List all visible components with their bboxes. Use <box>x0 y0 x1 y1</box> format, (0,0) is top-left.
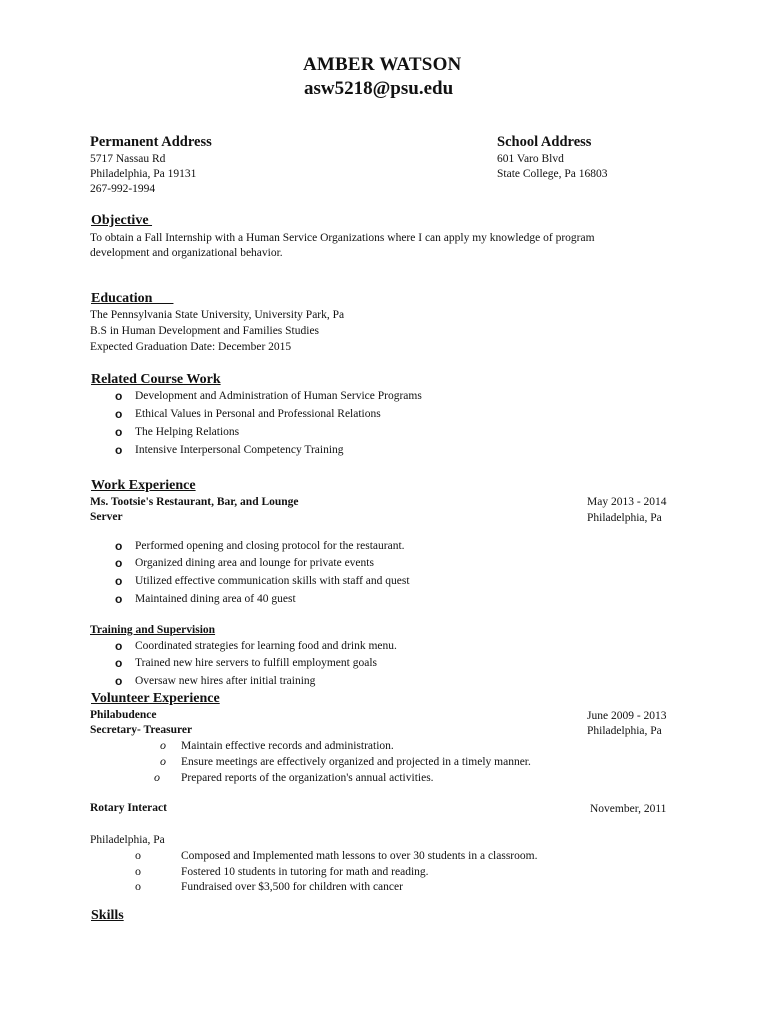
bullet-marker: o <box>115 443 123 457</box>
coursework-item: Development and Administration of Human Service Programs <box>135 390 422 402</box>
permanent-phone: 267-992-1994 <box>90 183 156 195</box>
volunteer-org-dates: June 2009 - 2013 <box>587 710 667 722</box>
applicant-name: AMBER WATSON <box>303 54 462 75</box>
work-employer: Ms. Tootsie's Restaurant, Bar, and Lounge <box>90 496 299 508</box>
volunteer-location: Philadelphia, Pa <box>587 725 662 737</box>
work-item: Utilized effective communication skills with staff and quest <box>135 575 410 587</box>
bullet-marker: o <box>115 556 123 570</box>
coursework-item: The Helping Relations <box>135 426 240 438</box>
school-address-line: State College, Pa 16803 <box>497 168 608 180</box>
volunteer-item: Fundraised over $3,500 for children with cancer <box>181 881 403 893</box>
bullet-marker: o <box>154 770 160 784</box>
education-heading: Education <box>91 291 174 306</box>
training-item: Trained new hire servers to fulfill employment goals <box>135 657 377 669</box>
education-line: Expected Graduation Date: December 2015 <box>90 341 292 353</box>
training-heading: Training and Supervision <box>90 624 216 636</box>
work-role: Server <box>90 511 123 523</box>
volunteer-item: Composed and Implemented math lessons to over 30 students in a classroom. <box>181 850 538 862</box>
bullet-marker: o <box>160 754 166 768</box>
bullet-marker: o <box>115 407 123 421</box>
volunteer-heading: Volunteer Experience <box>91 691 220 706</box>
volunteer-org-name: Rotary Interact <box>90 802 167 814</box>
bullet-marker: o <box>115 389 123 403</box>
work-item: Performed opening and closing protocol for the restaurant. <box>135 540 405 552</box>
bullet-marker: o <box>115 425 123 439</box>
coursework-heading: Related Course Work <box>91 372 221 387</box>
bullet-marker: o <box>115 592 123 606</box>
school-address-line: 601 Varo Blvd <box>497 153 564 165</box>
bullet-marker: o <box>135 848 141 862</box>
permanent-address-line: 5717 Nassau Rd <box>90 153 166 165</box>
applicant-email: asw5218@psu.edu <box>304 78 454 99</box>
work-location: Philadelphia, Pa <box>587 512 662 524</box>
education-line: B.S in Human Development and Families Studies <box>90 325 320 337</box>
bullet-marker: o <box>115 656 123 670</box>
volunteer-item: Ensure meetings are effectively organized and projected in a timely manner. <box>181 756 531 768</box>
coursework-item: Intensive Interpersonal Competency Training <box>135 444 344 456</box>
objective-heading: Objective <box>91 213 153 228</box>
bullet-marker: o <box>135 864 141 878</box>
training-item: Coordinated strategies for learning food and drink menu. <box>135 640 397 652</box>
work-item: Organized dining area and lounge for private events <box>135 557 374 569</box>
bullet-marker: o <box>135 879 141 893</box>
skills-heading: Skills <box>91 908 124 923</box>
bullet-marker: o <box>115 674 123 688</box>
volunteer-location: Philadelphia, Pa <box>90 834 165 846</box>
training-item: Oversaw new hires after initial training <box>135 675 316 687</box>
volunteer-org-name: Philabudence <box>90 709 157 721</box>
volunteer-org-dates: November, 2011 <box>590 803 667 815</box>
bullet-marker: o <box>115 574 123 588</box>
bullet-marker: o <box>115 539 123 553</box>
objective-text-line: To obtain a Fall Internship with a Human Service Organizations where I can apply my knowledge of program <box>90 232 595 244</box>
work-experience-heading: Work Experience <box>91 478 196 493</box>
education-line: The Pennsylvania State University, University Park, Pa <box>90 309 345 321</box>
volunteer-item: Prepared reports of the organization's annual activities. <box>181 772 434 784</box>
bullet-marker: o <box>160 738 166 752</box>
work-dates: May 2013 - 2014 <box>587 496 667 508</box>
school-address-heading: School Address <box>497 134 592 150</box>
volunteer-role: Secretary- Treasurer <box>90 724 193 736</box>
volunteer-item: Maintain effective records and administration. <box>181 740 394 752</box>
volunteer-item: Fostered 10 students in tutoring for math and reading. <box>181 866 429 878</box>
bullet-marker: o <box>115 639 123 653</box>
permanent-address-line: Philadelphia, Pa 19131 <box>90 168 197 180</box>
permanent-address-heading: Permanent Address <box>90 134 212 150</box>
objective-text-line: development and organizational behavior. <box>90 247 283 259</box>
coursework-item: Ethical Values in Personal and Professional Relations <box>135 408 381 420</box>
work-item: Maintained dining area of 40 guest <box>135 593 296 605</box>
